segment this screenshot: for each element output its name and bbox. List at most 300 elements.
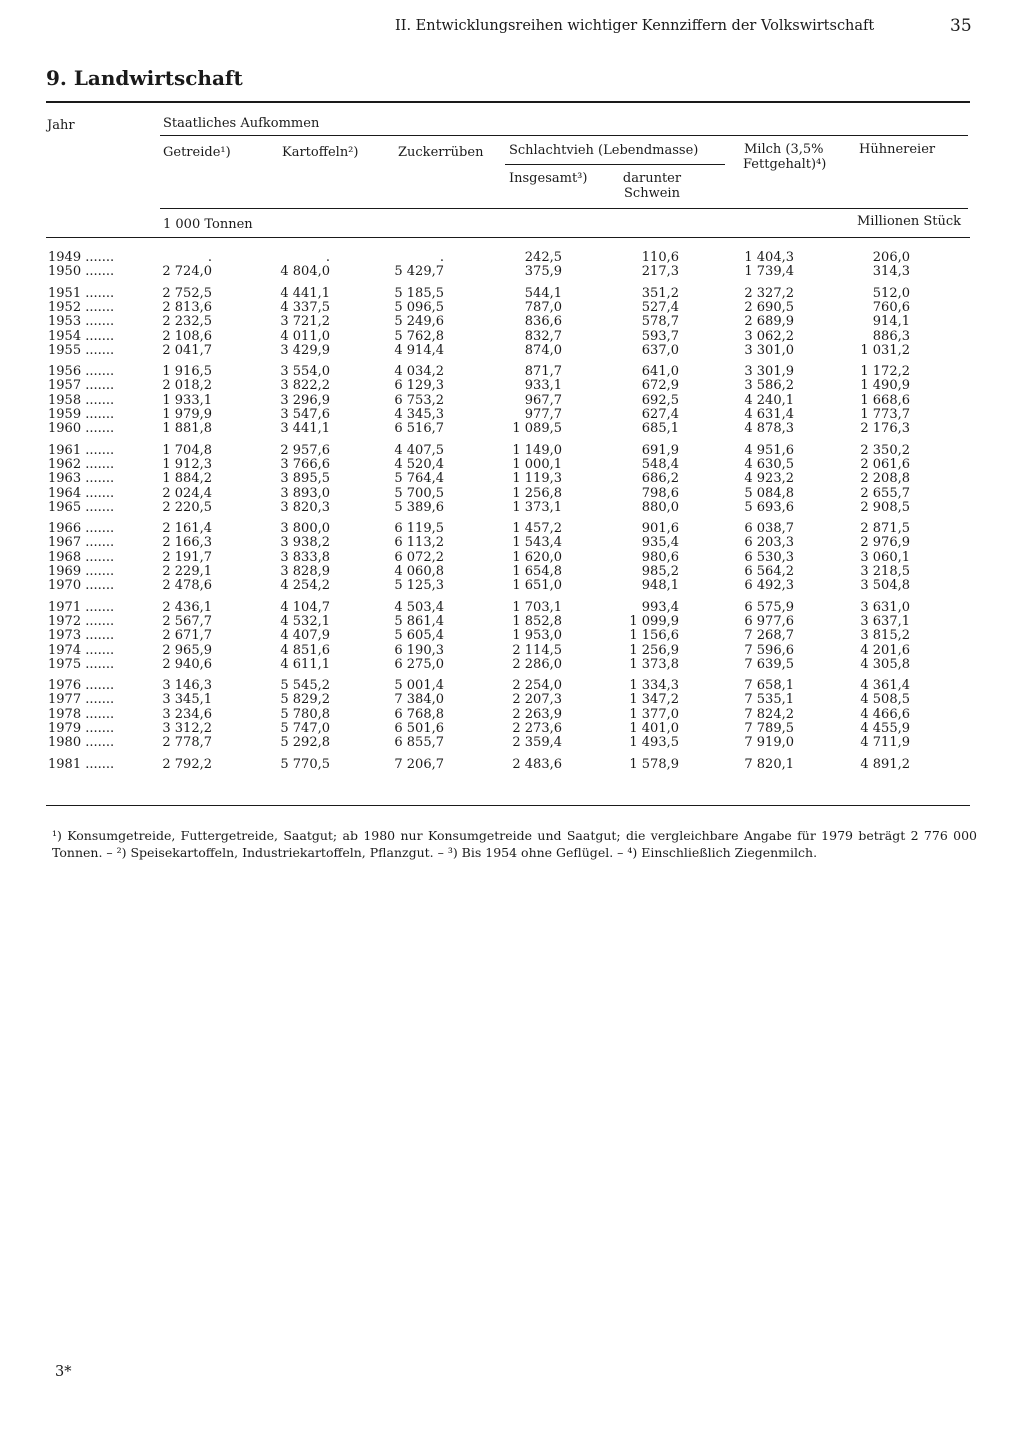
table-cell: 871,7 <box>524 364 562 380</box>
table-cell: 2 191,7 <box>162 549 212 565</box>
table-cell: 2 940,6 <box>162 656 212 672</box>
row-year: 1965 ....... <box>48 499 115 515</box>
row-year: 1977 ....... <box>48 692 115 708</box>
footnote: ¹) Konsumgetreide, Futtergetreide, Saatgut; ab 1980 nur Konsumgetreide und Saatgut; die vergleichbare Angabe für 1979 beträgt 2 776 000 Tonnen. – ²) Speisekartoffeln, Industriekartoffeln, Pflanzgut. – ³) Bis 1954 ohne Geflügel. – ⁴) Einschließlich Ziegenmilch. <box>52 828 977 860</box>
header-kartoffeln: Kartoffeln²) <box>282 145 359 160</box>
table-cell: 886,3 <box>872 328 910 344</box>
table-cell: 527,4 <box>641 299 679 315</box>
table-cell: 2 350,2 <box>860 442 910 458</box>
table-cell: 3 822,2 <box>280 378 330 394</box>
table-cell: 2 792,2 <box>162 756 212 772</box>
table-cell: 2 161,4 <box>162 521 212 537</box>
group-header-rule <box>160 135 968 136</box>
table-cell: 948,1 <box>641 578 679 594</box>
table-cell: 3 815,2 <box>860 628 910 644</box>
table-cell: 3 312,2 <box>162 721 212 736</box>
table-cell: 2 208,8 <box>860 471 910 487</box>
header-milch: Milch (3,5% <box>744 142 824 157</box>
table-cell: 3 800,0 <box>280 521 330 537</box>
header-schlachtvieh: Schlachtvieh (Lebendmasse) <box>509 143 699 158</box>
table-cell: 1 457,2 <box>512 521 562 537</box>
table-cell: 935,4 <box>641 535 679 551</box>
table-cell: 593,7 <box>641 328 679 344</box>
table-cell: 5 605,4 <box>394 628 444 644</box>
row-year: 1964 ....... <box>48 485 115 501</box>
table-row <box>0 364 1024 379</box>
row-year: 1952 ....... <box>48 299 115 315</box>
table-cell: 110,6 <box>641 250 679 265</box>
table-cell: 4 914,4 <box>394 342 444 358</box>
row-year: 1972 ....... <box>48 613 115 629</box>
table-row <box>0 564 1024 579</box>
table-cell: 985,2 <box>641 564 679 579</box>
table-cell: 2 359,4 <box>512 735 562 751</box>
table-cell: 3 301,9 <box>744 364 794 380</box>
table-cell: 1 651,0 <box>512 578 562 594</box>
row-year: 1968 ....... <box>48 549 115 565</box>
table-cell: 1 668,6 <box>860 392 910 408</box>
table-cell: 375,9 <box>524 264 562 280</box>
table-cell: 3 345,1 <box>162 692 212 708</box>
table-cell: 874,0 <box>524 342 562 358</box>
table-cell: 2 689,9 <box>744 314 794 330</box>
table-cell: 2 108,6 <box>162 328 212 344</box>
table-cell: 672,9 <box>641 378 679 394</box>
table-cell: 3 441,1 <box>280 421 330 437</box>
table-row <box>0 521 1024 536</box>
row-year: 1961 ....... <box>48 442 115 458</box>
table-cell: 4 951,6 <box>744 442 794 458</box>
table-cell: 3 554,0 <box>280 364 330 380</box>
header-getreide: Getreide¹) <box>163 145 231 160</box>
table-cell: 3 766,6 <box>280 456 330 472</box>
table-cell: 2 690,5 <box>744 299 794 315</box>
table-cell: 7 658,1 <box>744 678 794 694</box>
header-zuckerrueben: Zuckerrüben <box>398 145 484 160</box>
table-cell: 1 979,9 <box>162 407 212 422</box>
table-row <box>0 692 1024 707</box>
table-cell: 5 829,2 <box>280 692 330 708</box>
table-cell: 3 547,6 <box>280 407 330 422</box>
table-cell: 6 768,8 <box>394 706 444 722</box>
header-bottom-rule <box>46 237 970 238</box>
table-cell: 3 833,8 <box>280 549 330 565</box>
table-row <box>0 443 1024 458</box>
table-cell: 4 407,9 <box>280 628 330 644</box>
table-cell: 977,7 <box>524 407 562 422</box>
table-cell: 1 620,0 <box>512 549 562 565</box>
table-cell: 6 119,5 <box>394 521 444 537</box>
table-cell: 2 655,7 <box>860 485 910 501</box>
table-cell: 832,7 <box>524 328 562 344</box>
table-row <box>0 378 1024 393</box>
page-number: 35 <box>950 16 972 36</box>
header-insgesamt: Insgesamt³) <box>509 171 588 186</box>
unit-stueck: Millionen Stück <box>857 214 961 229</box>
table-cell: 4 532,1 <box>280 613 330 629</box>
table-cell: 2 327,2 <box>744 285 794 301</box>
table-cell: 4 711,9 <box>860 735 910 751</box>
table-cell: 4 520,4 <box>394 456 444 472</box>
table-cell: 4 466,6 <box>860 706 910 722</box>
table-cell: 1 953,0 <box>512 628 562 644</box>
table-cell: 1 703,1 <box>512 599 562 615</box>
row-year: 1973 ....... <box>48 628 115 644</box>
table-row <box>0 757 1024 772</box>
table-cell: 3 146,3 <box>162 678 212 694</box>
table-cell: 1 256,8 <box>512 485 562 501</box>
row-year: 1966 ....... <box>48 521 115 537</box>
table-cell: 760,6 <box>872 299 910 315</box>
table-cell: 1 933,1 <box>162 392 212 408</box>
table-cell: 2 176,3 <box>860 421 910 437</box>
table-row <box>0 471 1024 486</box>
table-cell: 3 721,2 <box>280 314 330 330</box>
row-year: 1962 ....... <box>48 456 115 472</box>
table-row <box>0 628 1024 643</box>
table-cell: 5 185,5 <box>394 285 444 301</box>
table-row <box>0 486 1024 501</box>
row-year: 1963 ....... <box>48 471 115 487</box>
table-row <box>0 421 1024 436</box>
table-cell: 7 919,0 <box>744 735 794 751</box>
table-cell: 4 345,3 <box>394 407 444 422</box>
table-cell: 4 508,5 <box>860 692 910 708</box>
table-cell: 5 780,8 <box>280 706 330 722</box>
row-year: 1975 ....... <box>48 656 115 672</box>
table-cell: 6 275,0 <box>394 656 444 672</box>
table-cell: 1 373,8 <box>629 656 679 672</box>
table-cell: 3 828,9 <box>280 564 330 579</box>
table-cell: 4 455,9 <box>860 721 910 736</box>
table-row <box>0 735 1024 750</box>
table-row <box>0 550 1024 565</box>
table-cell: 691,9 <box>641 442 679 458</box>
table-cell: 3 062,2 <box>744 328 794 344</box>
header-schwein: Schwein <box>624 186 680 201</box>
table-cell: 2 813,6 <box>162 299 212 315</box>
table-cell: 1 156,6 <box>629 628 679 644</box>
table-row <box>0 250 1024 265</box>
table-cell: 1 172,2 <box>860 364 910 380</box>
table-cell: 692,5 <box>641 392 679 408</box>
row-year: 1955 ....... <box>48 342 115 358</box>
table-cell: 7 820,1 <box>744 756 794 772</box>
table-row <box>0 535 1024 550</box>
table-cell: 2 018,2 <box>162 378 212 394</box>
row-year: 1979 ....... <box>48 721 115 736</box>
table-cell: 3 586,2 <box>744 378 794 394</box>
table-cell: 4 254,2 <box>280 578 330 594</box>
table-cell: 4 878,3 <box>744 421 794 437</box>
table-cell: 1 852,8 <box>512 613 562 629</box>
table-cell: 1 493,5 <box>629 735 679 751</box>
table-cell: 5 125,3 <box>394 578 444 594</box>
header-fettgehalt: Fettgehalt)⁴) <box>743 157 827 172</box>
table-cell: 1 912,3 <box>162 456 212 472</box>
table-cell: 1 654,8 <box>512 564 562 579</box>
table-cell: 1 377,0 <box>629 706 679 722</box>
table-cell: 3 429,9 <box>280 342 330 358</box>
table-row <box>0 657 1024 672</box>
table-cell: 1 404,3 <box>744 250 794 265</box>
table-cell: 798,6 <box>641 485 679 501</box>
table-cell: 3 301,0 <box>744 342 794 358</box>
table-cell: 914,1 <box>872 314 910 330</box>
table-cell: 4 060,8 <box>394 564 444 579</box>
table-cell: 2 436,1 <box>162 599 212 615</box>
table-cell: 217,3 <box>641 264 679 280</box>
table-cell: 5 429,7 <box>394 264 444 280</box>
table-cell: 1 089,5 <box>512 421 562 437</box>
table-cell: 1 031,2 <box>860 342 910 358</box>
row-year: 1953 ....... <box>48 314 115 330</box>
unit-rule <box>160 208 968 209</box>
table-cell: 3 060,1 <box>860 549 910 565</box>
table-cell: 2 976,9 <box>860 535 910 551</box>
row-year: 1957 ....... <box>48 378 115 394</box>
table-cell: 548,4 <box>641 456 679 472</box>
table-cell: 2 024,4 <box>162 485 212 501</box>
header-group: Staatliches Aufkommen <box>163 116 320 131</box>
table-cell: . <box>439 250 444 265</box>
table-cell: 1 000,1 <box>512 456 562 472</box>
table-cell: 6 038,7 <box>744 521 794 537</box>
table-cell: 5 292,8 <box>280 735 330 751</box>
row-year: 1967 ....... <box>48 535 115 551</box>
table-cell: 5 762,8 <box>394 328 444 344</box>
table-cell: 685,1 <box>641 421 679 437</box>
row-year: 1980 ....... <box>48 735 115 751</box>
table-cell: 7 206,7 <box>394 756 444 772</box>
table-cell: 5 747,0 <box>280 721 330 736</box>
table-cell: 1 884,2 <box>162 471 212 487</box>
table-cell: 5 096,5 <box>394 299 444 315</box>
table-cell: 2 871,5 <box>860 521 910 537</box>
table-cell: 637,0 <box>641 342 679 358</box>
table-cell: 4 630,5 <box>744 456 794 472</box>
row-year: 1959 ....... <box>48 407 115 422</box>
table-row <box>0 329 1024 344</box>
table-cell: 2 957,6 <box>280 442 330 458</box>
table-cell: 4 923,2 <box>744 471 794 487</box>
table-cell: 5 770,5 <box>280 756 330 772</box>
table-cell: 1 256,9 <box>629 642 679 658</box>
table-row <box>0 457 1024 472</box>
table-cell: 7 535,1 <box>744 692 794 708</box>
table-cell: 7 596,6 <box>744 642 794 658</box>
table-cell: 1 490,9 <box>860 378 910 394</box>
table-cell: 2 232,5 <box>162 314 212 330</box>
table-cell: . <box>325 250 330 265</box>
table-row <box>0 264 1024 279</box>
row-year: 1956 ....... <box>48 364 115 380</box>
table-cell: 5 389,6 <box>394 499 444 515</box>
table-row <box>0 286 1024 301</box>
signature-mark: 3* <box>55 1364 72 1380</box>
schlachtvieh-rule <box>505 164 725 165</box>
table-cell: 787,0 <box>524 299 562 315</box>
table-cell: 3 218,5 <box>860 564 910 579</box>
table-cell: 4 337,5 <box>280 299 330 315</box>
table-cell: 2 908,5 <box>860 499 910 515</box>
table-cell: 6 501,6 <box>394 721 444 736</box>
table-cell: 6 977,6 <box>744 613 794 629</box>
table-cell: 1 578,9 <box>629 756 679 772</box>
table-cell: 6 855,7 <box>394 735 444 751</box>
row-year: 1969 ....... <box>48 564 115 579</box>
table-cell: 2 671,7 <box>162 628 212 644</box>
table-cell: 5 693,6 <box>744 499 794 515</box>
header-huehnereier: Hühnereier <box>859 142 936 157</box>
table-cell: 4 201,6 <box>860 642 910 658</box>
table-cell: 1 119,3 <box>512 471 562 487</box>
table-cell: 6 492,3 <box>744 578 794 594</box>
table-row <box>0 707 1024 722</box>
table-cell: 1 773,7 <box>860 407 910 422</box>
table-cell: 5 545,2 <box>280 678 330 694</box>
table-cell: 4 611,1 <box>280 656 330 672</box>
table-cell: 2 478,6 <box>162 578 212 594</box>
table-cell: 4 240,1 <box>744 392 794 408</box>
table-row <box>0 600 1024 615</box>
table-cell: 2 752,5 <box>162 285 212 301</box>
table-cell: 2 263,9 <box>512 706 562 722</box>
table-cell: 1 334,3 <box>629 678 679 694</box>
row-year: 1970 ....... <box>48 578 115 594</box>
table-cell: 1 739,4 <box>744 264 794 280</box>
table-cell: 7 824,2 <box>744 706 794 722</box>
table-cell: 4 104,7 <box>280 599 330 615</box>
table-cell: 6 072,2 <box>394 549 444 565</box>
table-cell: 3 296,9 <box>280 392 330 408</box>
table-cell: 3 895,5 <box>280 471 330 487</box>
table-cell: 4 034,2 <box>394 364 444 380</box>
table-cell: 7 268,7 <box>744 628 794 644</box>
table-top-rule <box>46 101 970 103</box>
table-cell: 3 938,2 <box>280 535 330 551</box>
table-cell: 512,0 <box>872 285 910 301</box>
table-cell: 2 166,3 <box>162 535 212 551</box>
table-cell: 2 483,6 <box>512 756 562 772</box>
table-cell: 206,0 <box>872 250 910 265</box>
table-cell: 2 229,1 <box>162 564 212 579</box>
table-cell: 2 965,9 <box>162 642 212 658</box>
table-cell: 6 190,3 <box>394 642 444 658</box>
table-cell: 4 011,0 <box>280 328 330 344</box>
table-cell: 3 820,3 <box>280 499 330 515</box>
table-bottom-rule <box>46 805 970 806</box>
table-row <box>0 614 1024 629</box>
table-cell: 6 564,2 <box>744 564 794 579</box>
table-cell: 6 575,9 <box>744 599 794 615</box>
unit-tonnen: 1 000 Tonnen <box>163 217 253 232</box>
table-cell: 4 851,6 <box>280 642 330 658</box>
table-cell: 3 504,8 <box>860 578 910 594</box>
table-cell: 6 203,3 <box>744 535 794 551</box>
row-year: 1951 ....... <box>48 285 115 301</box>
table-cell: 2 041,7 <box>162 342 212 358</box>
row-year: 1971 ....... <box>48 599 115 615</box>
table-cell: 1 704,8 <box>162 442 212 458</box>
table-cell: 242,5 <box>524 250 562 265</box>
table-cell: 2 114,5 <box>512 642 562 658</box>
table-cell: 3 637,1 <box>860 613 910 629</box>
table-cell: 880,0 <box>641 499 679 515</box>
table-row <box>0 300 1024 315</box>
table-cell: 6 113,2 <box>394 535 444 551</box>
table-cell: 2 724,0 <box>162 264 212 280</box>
table-cell: 5 001,4 <box>394 678 444 694</box>
table-row <box>0 643 1024 658</box>
table-row <box>0 578 1024 593</box>
table-row <box>0 500 1024 515</box>
row-year: 1950 ....... <box>48 264 115 280</box>
table-row <box>0 721 1024 736</box>
table-cell: 4 804,0 <box>280 264 330 280</box>
table-cell: 4 305,8 <box>860 656 910 672</box>
table-cell: 2 207,3 <box>512 692 562 708</box>
table-cell: 7 639,5 <box>744 656 794 672</box>
table-cell: 1 543,4 <box>512 535 562 551</box>
table-cell: 4 407,5 <box>394 442 444 458</box>
table-cell: 1 916,5 <box>162 364 212 380</box>
table-row <box>0 678 1024 693</box>
table-cell: 1 347,2 <box>629 692 679 708</box>
table-row <box>0 407 1024 422</box>
table-cell: 3 631,0 <box>860 599 910 615</box>
table-cell: 7 789,5 <box>744 721 794 736</box>
table-cell: 5 084,8 <box>744 485 794 501</box>
table-cell: 967,7 <box>524 392 562 408</box>
table-cell: 2 273,6 <box>512 721 562 736</box>
table-cell: 4 361,4 <box>860 678 910 694</box>
table-cell: 933,1 <box>524 378 562 394</box>
table-cell: 1 149,0 <box>512 442 562 458</box>
table-cell: 4 503,4 <box>394 599 444 615</box>
table-cell: 5 249,6 <box>394 314 444 330</box>
row-year: 1958 ....... <box>48 392 115 408</box>
table-cell: 314,3 <box>872 264 910 280</box>
table-cell: 6 530,3 <box>744 549 794 565</box>
table-cell: 5 861,4 <box>394 613 444 629</box>
row-year: 1954 ....... <box>48 328 115 344</box>
table-cell: 641,0 <box>641 364 679 380</box>
table-cell: 1 099,9 <box>629 613 679 629</box>
table-cell: 3 893,0 <box>280 485 330 501</box>
table-cell: 5 764,4 <box>394 471 444 487</box>
table-cell: . <box>207 250 212 265</box>
table-cell: 686,2 <box>641 471 679 487</box>
table-cell: 980,6 <box>641 549 679 565</box>
table-cell: 4 441,1 <box>280 285 330 301</box>
table-cell: 1 401,0 <box>629 721 679 736</box>
row-year: 1949 ....... <box>48 250 115 265</box>
row-year: 1976 ....... <box>48 678 115 694</box>
running-head: II. Entwicklungsreihen wichtiger Kennziffern der Volkswirtschaft <box>395 18 875 34</box>
table-cell: 2 286,0 <box>512 656 562 672</box>
row-year: 1981 ....... <box>48 756 115 772</box>
table-row <box>0 314 1024 329</box>
table-cell: 2 778,7 <box>162 735 212 751</box>
table-cell: 4 891,2 <box>860 756 910 772</box>
table-cell: 2 061,6 <box>860 456 910 472</box>
table-cell: 4 631,4 <box>744 407 794 422</box>
section-title: 9. Landwirtschaft <box>46 66 243 90</box>
table-cell: 2 567,7 <box>162 613 212 629</box>
table-cell: 6 516,7 <box>394 421 444 437</box>
table-cell: 836,6 <box>524 314 562 330</box>
